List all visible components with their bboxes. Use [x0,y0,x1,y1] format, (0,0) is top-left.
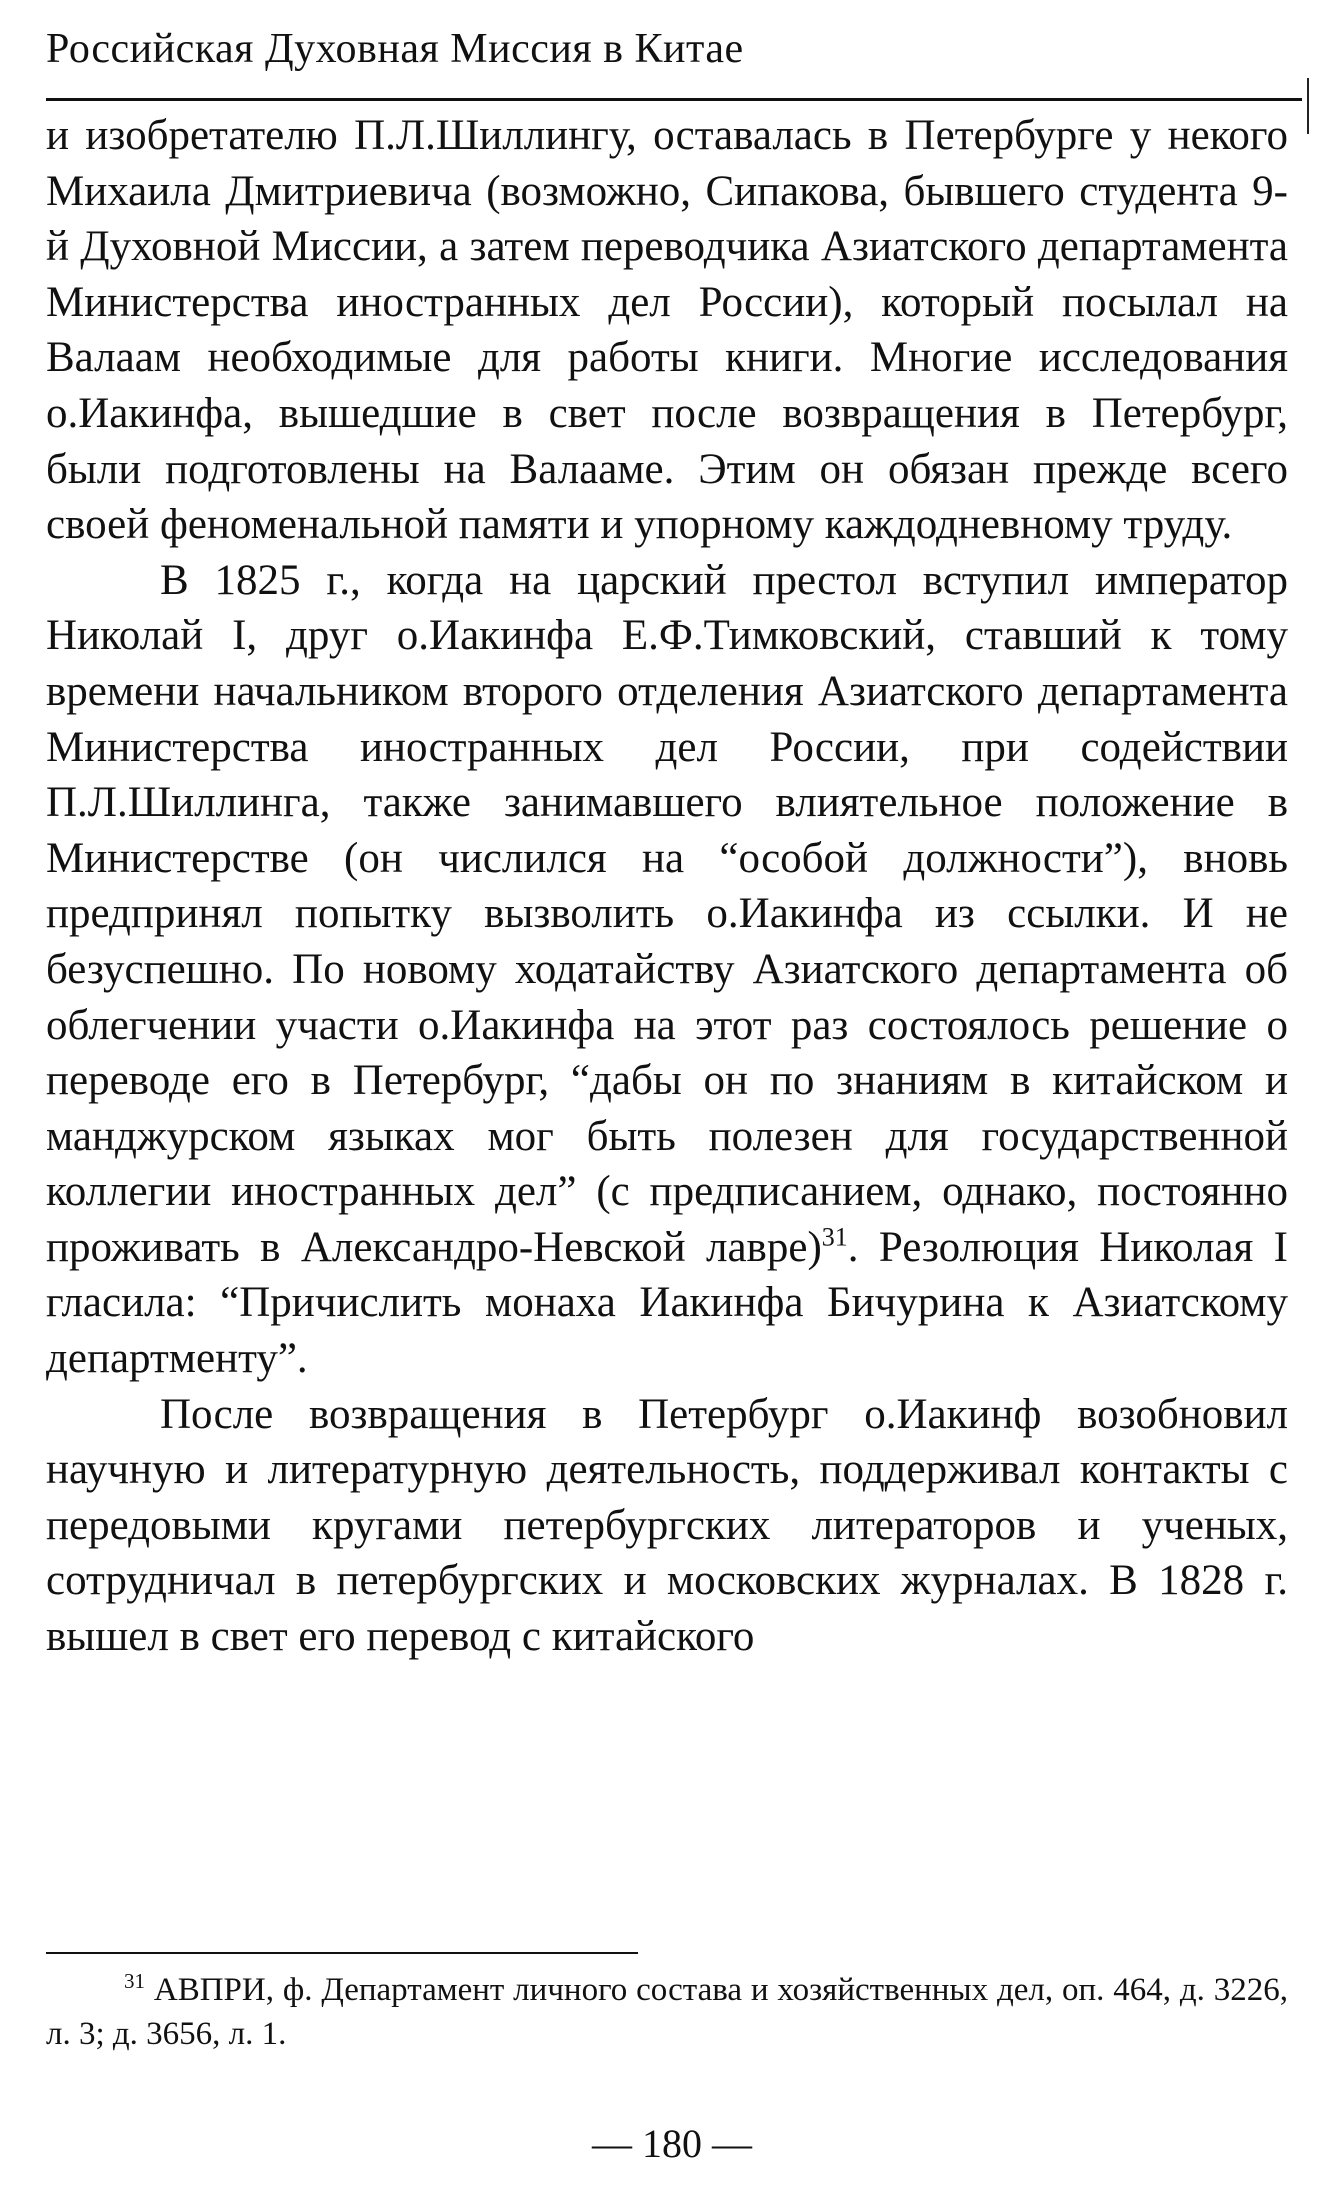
page-number: — 180 — [592,2121,752,2166]
paragraph-text: . Резолюция Николая I гласила: “Причислить монаха Иакинфа Бичурина к Азиатскому департменту”. [46,1223,1288,1383]
footnote-reference[interactable]: 31 [821,1222,848,1252]
footnote-rule [46,1952,638,1954]
header-rule [46,98,1302,101]
running-head [46,24,744,74]
footnote [46,1968,1288,2056]
margin-mark [1307,78,1309,134]
running-head-text: Российская Духовная Миссия в Китае [46,26,744,72]
paragraph-continued: и изобретателю П.Л.Шиллингу, оставалась в Петербурге у некого Михаила Дмитриевича (возможно, Сипакова, бывшего студента 9-й Духовной Миссии, а затем переводчика Азиатского департамента Министерства иностранных дел России), который посылал на Валаам необходимые для работы книги. Многие исследования о.Иакинфа, вышедшие в свет после возвращения в Петербург, были подготовлены на Валааме. Этим он обязан прежде всего своей феноменальной памяти и упорному каждодневному труду. [46,112,1288,549]
paragraph [46,553,1288,1387]
main-text [46,108,1288,1665]
paragraph: После возвращения в Петербург о.Иакинф возобновил научную и литературную деятельность, поддерживал контакты с передовыми кругами петербургских литераторов и ученых, сотрудничал в петербургских и московских журналах. В 1828 г. вышел в свет его перевод с китайского [46,1390,1288,1661]
footnote-text: АВПРИ, ф. Департамент личного состава и хозяйственных дел, оп. 464, д. 3226, л. 3; д. 3656, л. 1. [46,1972,1288,2052]
footnote-number: 31 [124,1969,145,1993]
paragraph-text: В 1825 г., когда на царский престол вступил император Николай I, друг о.Иакинфа Е.Ф.Тимковский, ставший к тому времени начальником второго отделения Азиатского департамента Министерства иностранных дел России, при содействии П.Л.Шиллинга, также занимавшего влиятельное положение в Министерстве (он числился на “особой должности”), вновь предпринял попытку вызволить о.Иакинфа из ссылки. И не безуспешно. По новому ходатайству Азиатского департамента об облегчении участи о.Иакинфа на этот раз состоялось решение о переводе его в Петербург, “дабы он по знаниям в китайском и манджурском языках мог быть полезен для государственной коллегии иностранных дел” (с предписанием, однако, постоянно проживать в Александро-Невской лавре) [46,556,1288,1271]
